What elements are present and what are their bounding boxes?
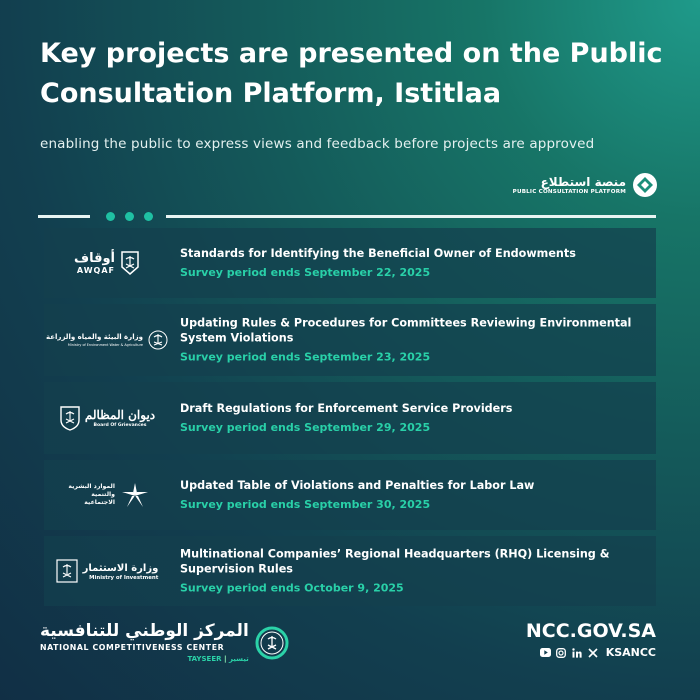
project-title: Multinational Companies’ Regional Headquarters (RHQ) Licensing & Supervision Rules bbox=[180, 547, 610, 576]
misa-name-en: Ministry of Investment bbox=[89, 574, 159, 581]
ministry-of-investment-logo bbox=[44, 536, 170, 606]
awqaf-name-en: AWQAF bbox=[76, 266, 116, 275]
survey-period: Survey period ends September 29, 2025 bbox=[180, 421, 431, 434]
page-title: Key projects are presented on the Public Consultation Platform, Istitlaa bbox=[40, 38, 663, 109]
x-icon[interactable] bbox=[588, 647, 599, 658]
page-subtitle: enabling the public to express views and feedback before projects are approved bbox=[40, 136, 595, 152]
project-title: Updated Table of Violations and Penalties for Labor Law bbox=[180, 479, 535, 492]
project-title: Draft Regulations for Enforcement Service Providers bbox=[180, 402, 513, 415]
project-card bbox=[44, 382, 656, 454]
palm-swords-emblem-icon bbox=[56, 559, 78, 583]
ncc-name-en: NATIONAL COMPETITIVENESS CENTER bbox=[40, 643, 225, 652]
instagram-icon[interactable] bbox=[556, 647, 567, 658]
awqaf-name-ar: أوقاف bbox=[73, 251, 116, 266]
survey-period: Survey period ends September 23, 2025 bbox=[180, 350, 431, 364]
shield-emblem-icon bbox=[59, 405, 81, 431]
platform-name-en: PUBLIC CONSULTATION PLATFORM bbox=[512, 189, 626, 195]
mewa-name-en: Ministry of Environment Water & Agriculture bbox=[67, 342, 143, 347]
survey-period: Survey period ends September 30, 2025 bbox=[180, 498, 431, 511]
ncc-name-ar: المركز الوطني للتنافسية bbox=[40, 621, 249, 641]
palm-star-icon bbox=[121, 482, 149, 508]
mewa-logo bbox=[44, 304, 170, 376]
linkedin-icon[interactable] bbox=[572, 647, 583, 658]
survey-period: Survey period ends October 9, 2025 bbox=[180, 581, 404, 595]
project-card bbox=[44, 228, 656, 298]
platform-name-ar: منصة استطلاع bbox=[540, 175, 626, 189]
dot bbox=[106, 212, 115, 221]
divider-dots bbox=[106, 212, 153, 221]
project-card bbox=[44, 460, 656, 530]
project-title: Updating Rules & Procedures for Committees Reviewing Environmental System Violations bbox=[180, 316, 632, 345]
palm-swords-emblem-icon bbox=[120, 251, 140, 275]
ncc-logo bbox=[40, 620, 289, 665]
dot bbox=[144, 212, 153, 221]
website-link[interactable]: NCC.GOV.SA bbox=[525, 620, 656, 642]
tayseer-label: TAYSEER | تيسير bbox=[187, 655, 249, 663]
istitlaa-logo-icon bbox=[632, 172, 658, 198]
ncc-emblem-icon bbox=[255, 626, 289, 660]
awqaf-logo bbox=[44, 228, 170, 298]
tayseer-en: TAYSEER bbox=[187, 655, 222, 663]
survey-period: Survey period ends September 22, 2025 bbox=[180, 266, 431, 279]
bog-name-ar: ديوان المظالم bbox=[84, 408, 156, 422]
divider-right bbox=[166, 215, 656, 218]
istitlaa-badge bbox=[513, 172, 658, 198]
palm-swords-emblem-icon bbox=[148, 330, 168, 350]
youtube-icon[interactable] bbox=[540, 647, 551, 658]
social-handle[interactable]: KSANCC bbox=[605, 646, 656, 659]
bog-name-en: Board Of Grievances bbox=[93, 423, 147, 428]
mewa-name-ar: وزارة البيئة والمياه والزراعة bbox=[46, 332, 143, 341]
board-of-grievances-logo bbox=[44, 382, 170, 454]
project-card bbox=[44, 536, 656, 606]
project-title: Standards for Identifying the Beneficial Owner of Endowments bbox=[180, 247, 576, 260]
hrsd-name-ar: الموارد البشرية والتنمية الاجتماعية bbox=[68, 483, 115, 506]
misa-name-ar: وزارة الاستثمار bbox=[82, 562, 159, 574]
hrsd-logo bbox=[44, 460, 170, 530]
dot bbox=[125, 212, 134, 221]
divider-left bbox=[38, 215, 90, 218]
social-links bbox=[540, 646, 656, 659]
tayseer-ar: تيسير bbox=[228, 655, 249, 663]
project-card bbox=[44, 304, 656, 376]
